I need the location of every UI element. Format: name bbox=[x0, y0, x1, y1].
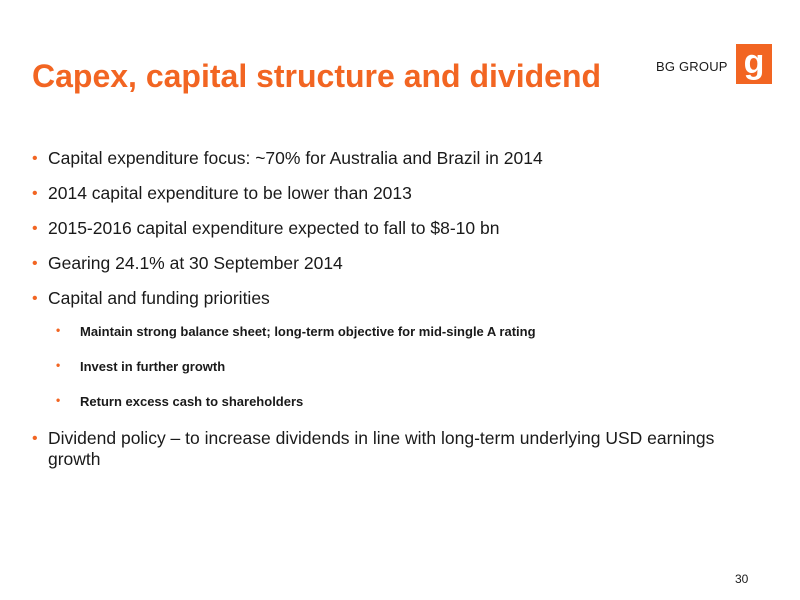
bullet-item-capex-2014: • 2014 capital expenditure to be lower than 2013 bbox=[32, 183, 732, 204]
page-number: 30 bbox=[735, 572, 749, 586]
bullet-item-gearing: • Gearing 24.1% at 30 September 2014 bbox=[32, 253, 732, 274]
bullet-item-dividend-policy: • Dividend policy – to increase dividends in line with long-term underlying USD earnings growth bbox=[32, 428, 732, 470]
sub-bullet-item-growth: • Invest in further growth bbox=[56, 358, 732, 375]
logo-mark-letter: g bbox=[743, 44, 765, 81]
bg-group-logo-icon bbox=[736, 44, 772, 84]
main-bullet-list bbox=[32, 148, 732, 484]
slide-title: Capex, capital structure and dividend bbox=[32, 58, 602, 94]
sub-bullet-list bbox=[56, 323, 732, 410]
company-logo-text: BG GROUP bbox=[656, 59, 728, 74]
bullet-item-funding-priorities: • Capital and funding priorities bbox=[32, 288, 732, 309]
bullet-item-capex-2015-2016: • 2015-2016 capital expenditure expected to fall to $8-10 bn bbox=[32, 218, 732, 239]
sub-bullet-item-balance-sheet: • Maintain strong balance sheet; long-term objective for mid-single A rating bbox=[56, 323, 732, 340]
bullet-item-capex-focus: • Capital expenditure focus: ~70% for Australia and Brazil in 2014 bbox=[32, 148, 732, 169]
sub-bullet-item-return-cash: • Return excess cash to shareholders bbox=[56, 393, 732, 410]
